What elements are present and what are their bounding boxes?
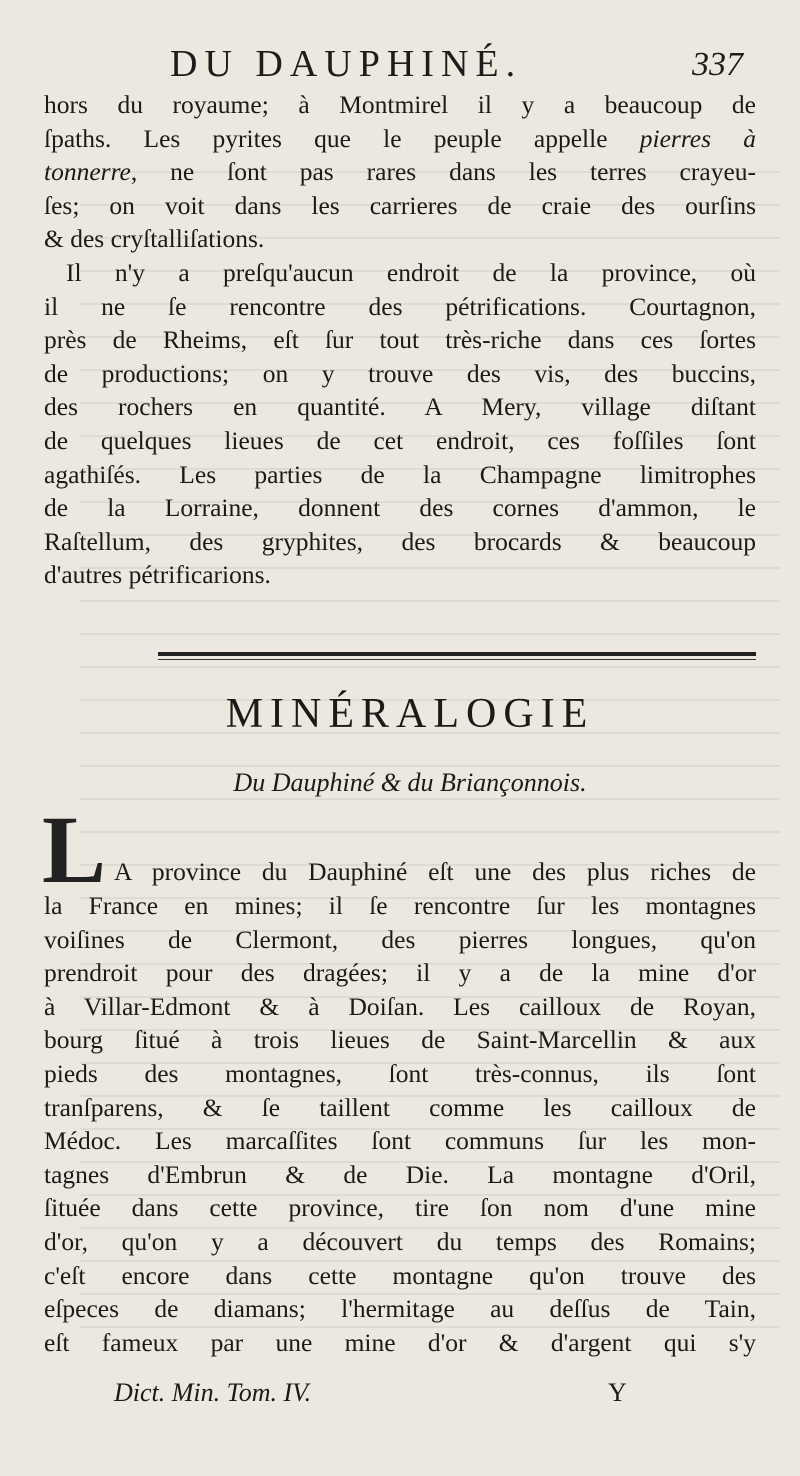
text-run: ſpaths. Les pyrites que le peuple appelle [44, 123, 640, 153]
text-run: , ne ſont pas rares dans les terres crayeu- [130, 157, 756, 187]
page-footer [0, 1378, 800, 1418]
text-line: hors du royaume; à Montmirel il y a beaucoup de [44, 90, 756, 119]
text-line: il ne ſe rencontre des pétrifications. Courtagnon, [44, 291, 756, 321]
text-line: de quelques lieues de cet endroit, ces foſſiles ſont [44, 425, 756, 455]
text-line: tagnes d'Embrun & de Die. La montagne d'Oril, [44, 1159, 756, 1189]
signature-line: Dict. Min. Tom. IV. [114, 1378, 312, 1407]
text-line: Raſtellum, des gryphites, des brocards & beaucoup [44, 526, 756, 556]
text-line: voiſines de Clermont, des pierres longues, qu'on [44, 924, 756, 954]
paragraph-1 [44, 88, 756, 256]
text-line: tranſparens, & ſe taillent comme les cailloux de [44, 1092, 756, 1122]
rule-thin [158, 659, 756, 660]
page-number: 337 [692, 46, 743, 83]
section-subtitle: Du Dauphiné & du Briançonnois. [233, 768, 587, 797]
text-line: bourg ſitué à trois lieues de Saint-Marcellin & aux [44, 1025, 756, 1055]
text-line: A province du Dauphiné eſt une des plus riches de [114, 857, 756, 886]
text-line: des rochers en quantité. A Mery, village diſtant [44, 392, 756, 422]
section-rule [158, 652, 756, 660]
text-line: ſituée dans cette province, tire ſon nom d'une mine [44, 1193, 756, 1223]
italic-term: tonnerre [44, 157, 131, 187]
text-line [44, 122, 756, 156]
rule-thick [158, 652, 756, 656]
text-line: Médoc. Les marcaſſites ſont communs ſur les mon- [44, 1126, 756, 1156]
text-line: la France en mines; il ſe rencontre ſur les montagnes [44, 891, 756, 920]
text-line: pieds des montagnes, ſont très-connus, ils ſont [44, 1058, 756, 1088]
text-line: prendroit pour des dragées; il y a de la mine d'or [44, 958, 756, 988]
sheet-mark: Y [608, 1378, 627, 1407]
text-line: près de Rheims, eſt ſur tout très-riche dans ces ſortes [44, 325, 756, 355]
text-line: ſes; on voit dans les carrieres de craie des ourſins [44, 190, 756, 220]
drop-cap: L [42, 796, 107, 903]
text-line: à Villar-Edmont & à Doiſan. Les cailloux de Royan, [44, 991, 756, 1021]
text-line: de productions; on y trouve des vis, des buccins, [44, 358, 756, 388]
text-line: eſt fameux par une mine d'or & d'argent qui s'y [44, 1327, 756, 1357]
text-line: agathiſés. Les parties de la Champagne limitrophes [44, 459, 756, 489]
first-line [114, 855, 756, 889]
text-line: Il n'y a preſqu'aucun endroit de la province, où [66, 258, 756, 287]
text-line: d'or, qu'on y a découvert du temps des Romains; [44, 1226, 756, 1256]
text-line: & des cryſtalliſations. [44, 224, 265, 254]
running-title: DU DAUPHINÉ. [170, 43, 523, 85]
text-line: d'autres pétrificarions. [44, 560, 271, 590]
section-title: MINÉRALOGIE [225, 691, 595, 737]
running-head [0, 34, 800, 94]
italic-term: pierres à [639, 123, 756, 153]
paragraph-2 [44, 256, 756, 592]
text-line [44, 155, 756, 189]
text-line: de la Lorraine, donnent des cornes d'ammon, le [44, 493, 756, 523]
paragraph-3 [44, 889, 756, 1359]
text-line: c'eſt encore dans cette montagne qu'on trouve des [44, 1260, 756, 1290]
text-line: eſpeces de diamans; l'hermitage au deſſus de Tain, [44, 1294, 756, 1324]
